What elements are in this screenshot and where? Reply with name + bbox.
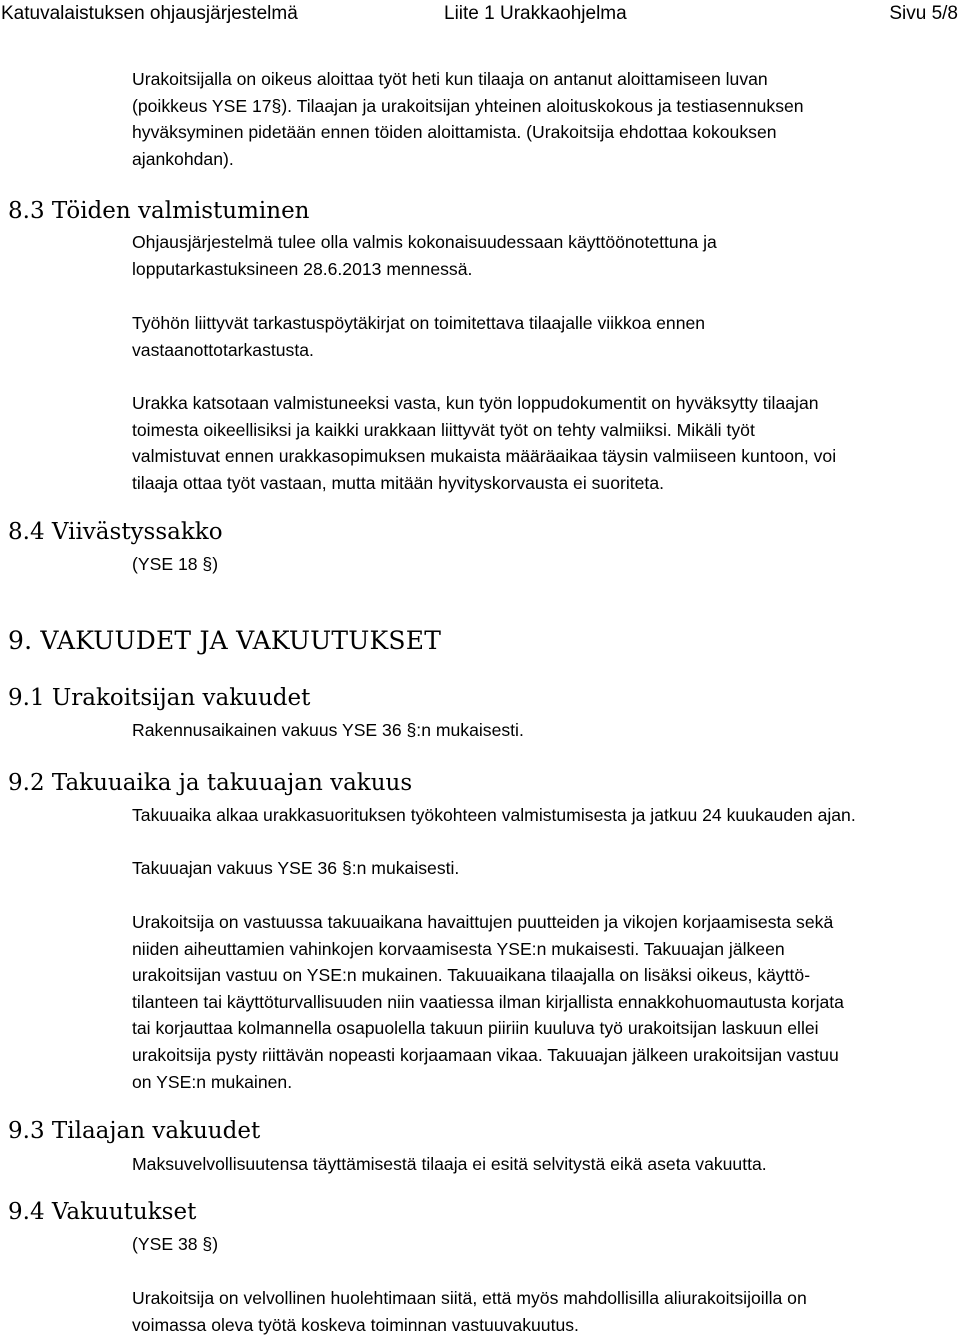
paragraph-line: vastaanottotarkastusta.: [132, 339, 314, 360]
section-heading-9-2: 9.2 Takuuaika ja takuuajan vakuus: [8, 770, 413, 796]
chapter-heading-9: 9. VAKUUDET JA VAKUUTUKSET: [8, 626, 442, 655]
paragraph-line: Urakka katsotaan valmistuneeksi vasta, kun työn loppudokumentit on hyväksytty tilaajan: [132, 393, 819, 413]
section-heading-9-4: 9.4 Vakuutukset: [8, 1199, 197, 1225]
paragraph-line: tilanteen tai käyttöturvallisuuden niin vaatiessa ilman kirjallista ennakkohuomautusta korjata: [132, 991, 844, 1012]
paragraph-line: Takuuajan vakuus YSE 36 §:n mukaisesti.: [132, 858, 460, 878]
section-8-3-paragraph-2: [132, 310, 957, 363]
section-9-4-reference: [132, 1231, 957, 1258]
section-9-1-text: [132, 717, 957, 744]
paragraph-line: ajankohdan).: [132, 148, 234, 169]
intro-paragraph: [132, 66, 957, 172]
paragraph-line: Urakoitsija on vastuussa takuuaikana havaittujen puutteiden ja vikojen korjaamisesta sekä: [132, 912, 834, 932]
section-heading-9-3: 9.3 Tilaajan vakuudet: [8, 1118, 261, 1144]
section-8-3-paragraph-3: [132, 390, 957, 496]
paragraph-line: (poikkeus YSE 17§). Tilaajan ja urakoitsijan yhteinen aloituskokous ja testiasennuksen: [132, 95, 804, 116]
paragraph-line: Maksuvelvollisuutensa täyttämisestä tilaaja ei esitä selvitystä eikä aseta vakuutta.: [132, 1154, 767, 1174]
section-9-2-paragraph-3: [132, 909, 957, 1095]
paragraph-line: Rakennusaikainen vakuus YSE 36 §:n mukaisesti.: [132, 720, 524, 740]
paragraph-line: tilaaja ottaa työt vastaan, mutta mitään hyvityskorvausta ei suoriteta.: [132, 472, 664, 493]
paragraph-line: lopputarkastuksineen 28.6.2013 mennessä.: [132, 258, 473, 279]
paragraph-line: Työhön liittyvät tarkastuspöytäkirjat on toimitettava tilaajalle viikkoa ennen: [132, 313, 706, 333]
section-8-3-paragraph-1: [132, 229, 957, 282]
section-heading-8-3: 8.3 Töiden valmistuminen: [8, 198, 310, 224]
paragraph-line: tai korjauttaa kolmannella osapuolella takuun piiriin kuuluva työ urakoitsijan laskuun ellei: [132, 1018, 819, 1039]
section-8-4-reference: [132, 551, 957, 578]
paragraph-line: Urakoitsijalla on oikeus aloittaa työt heti kun tilaaja on antanut aloittamiseen luvan: [132, 69, 768, 89]
header-document-title: Katuvalaistuksen ohjausjärjestelmä: [1, 3, 298, 24]
header-page-number: Sivu 5/8: [889, 3, 958, 24]
paragraph-line: Urakoitsija on velvollinen huolehtimaan siitä, että myös mahdollisilla aliurakoitsijoilla on: [132, 1288, 807, 1308]
paragraph-line: on YSE:n mukainen.: [132, 1071, 293, 1092]
paragraph-line: (YSE 38 §): [132, 1234, 219, 1254]
paragraph-line: urakoitsijan vastuu on YSE:n mukainen. Takuuaikana tilaajalla on lisäksi oikeus, käyttö-: [132, 965, 811, 986]
section-heading-8-4: 8.4 Viivästyssakko: [8, 519, 223, 545]
paragraph-line: hyväksyminen pidetään ennen töiden aloittamista. (Urakoitsija ehdottaa kokouksen: [132, 122, 777, 143]
paragraph-line: (YSE 18 §): [132, 554, 219, 574]
paragraph-line: Takuuaika alkaa urakkasuorituksen työkohteen valmistumisesta ja jatkuu 24 kuukauden ajan.: [132, 805, 856, 825]
paragraph-line: niiden aiheuttamien vahinkojen korvaamisesta YSE:n mukaisesti. Takuuajan jälkeen: [132, 938, 785, 959]
paragraph-line: toimesta oikeellisiksi ja kaikki urakkaan liittyvät työt on tehty valmiiksi. Mikäli työt: [132, 419, 755, 440]
section-9-2-paragraph-2: [132, 855, 957, 882]
paragraph-line: Ohjausjärjestelmä tulee olla valmis kokonaisuudessaan käyttöönotettuna ja: [132, 232, 717, 252]
section-9-4-paragraph-1: [132, 1285, 957, 1338]
paragraph-line: urakoitsija pysty riittävän nopeasti korjaamaan vikaa. Takuuajan jälkeen urakoitsijan vastuu: [132, 1044, 839, 1065]
header-appendix-title: Liite 1 Urakkaohjelma: [444, 3, 627, 24]
paragraph-line: valmistuvat ennen urakkasopimuksen mukaista määräaikaa täysin valmiiseen kuntoon, voi: [132, 446, 837, 467]
section-9-2-paragraph-1: [132, 802, 957, 829]
section-9-3-text: [132, 1151, 957, 1178]
paragraph-line: voimassa oleva työtä koskeva toiminnan vastuuvakuutus.: [132, 1314, 579, 1335]
section-heading-9-1: 9.1 Urakoitsijan vakuudet: [8, 685, 311, 711]
